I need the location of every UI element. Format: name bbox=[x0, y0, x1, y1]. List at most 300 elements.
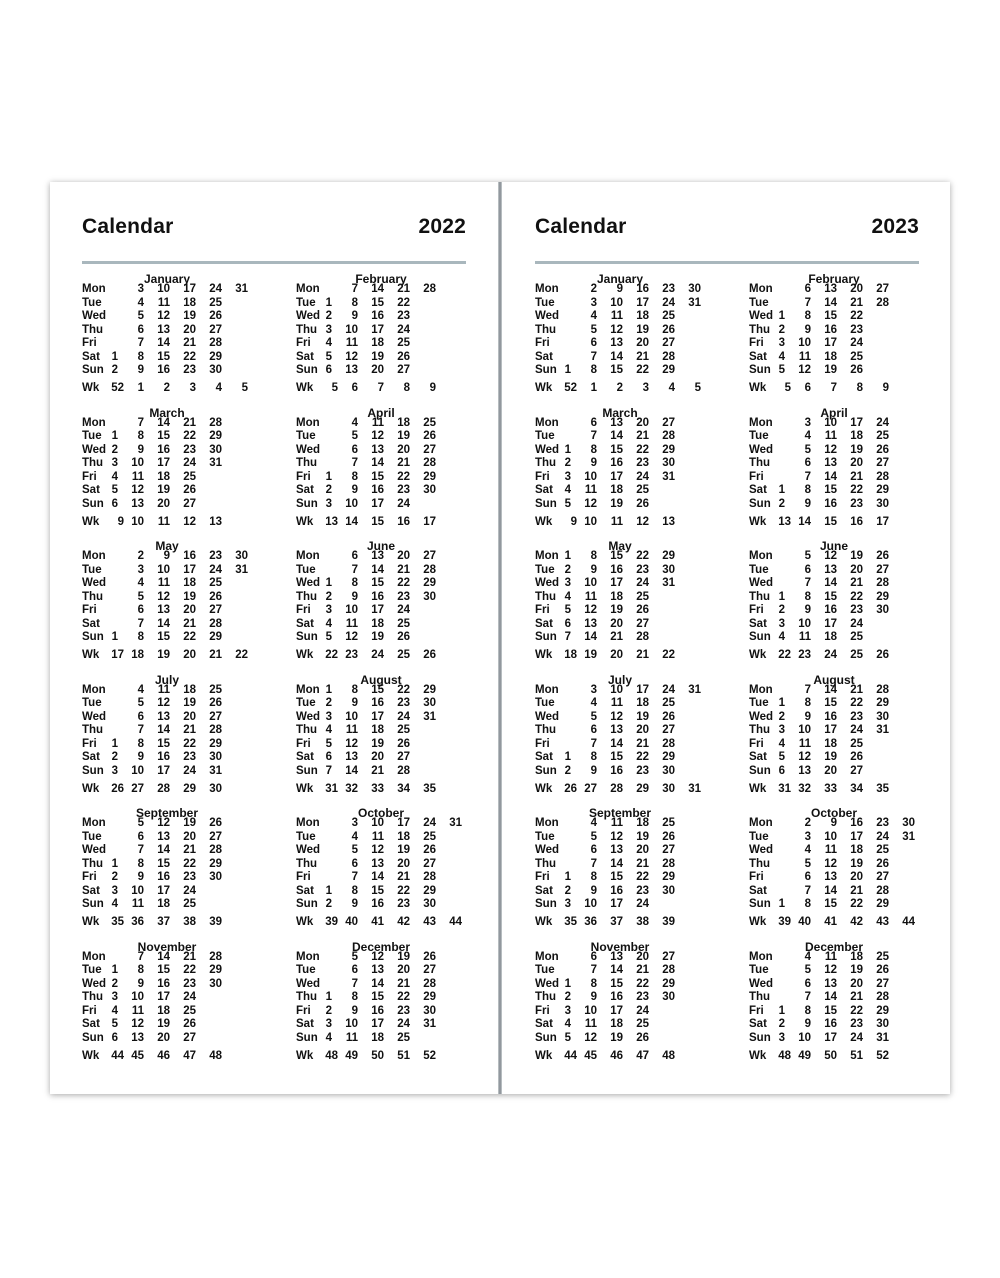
date-cell: 16 bbox=[636, 283, 649, 295]
week-label: Wk bbox=[82, 916, 100, 928]
date-cell: 21 bbox=[636, 857, 649, 870]
week-number-row bbox=[296, 1049, 476, 1063]
date-cell: 28 bbox=[876, 470, 889, 483]
date-cell: 17 bbox=[157, 884, 170, 897]
week-number: 38 bbox=[636, 916, 649, 928]
day-row bbox=[296, 351, 476, 364]
date-cell: 14 bbox=[824, 296, 837, 309]
date-cell: 27 bbox=[662, 337, 675, 349]
week-number-row bbox=[535, 381, 715, 395]
day-row bbox=[749, 631, 929, 644]
day-row bbox=[535, 898, 715, 911]
day-row bbox=[82, 844, 262, 857]
week-number: 11 bbox=[157, 515, 170, 528]
day-row bbox=[82, 885, 262, 898]
date-cell: 15 bbox=[824, 1004, 837, 1017]
date-cell: 14 bbox=[371, 563, 384, 576]
date-cell: 19 bbox=[371, 631, 384, 643]
day-row bbox=[749, 604, 929, 617]
date-cell: 25 bbox=[876, 950, 889, 963]
date-cell: 31 bbox=[235, 563, 248, 576]
date-cell: 7 bbox=[590, 964, 597, 976]
day-label: Mon bbox=[749, 683, 773, 696]
date-cell: 3 bbox=[351, 817, 358, 829]
day-label: Sun bbox=[749, 764, 771, 777]
date-cell: 15 bbox=[157, 430, 170, 442]
date-cell: 25 bbox=[876, 430, 889, 442]
date-cell: 23 bbox=[397, 898, 410, 910]
date-cell: 11 bbox=[798, 631, 811, 643]
day-row bbox=[82, 631, 262, 644]
date-cell: 22 bbox=[850, 484, 863, 496]
date-cell: 16 bbox=[850, 817, 863, 829]
day-label: Sat bbox=[535, 1018, 553, 1030]
day-label: Mon bbox=[82, 817, 106, 829]
week-number: 32 bbox=[798, 782, 811, 795]
week-number-row bbox=[749, 515, 929, 529]
week-number-row bbox=[82, 915, 262, 929]
date-cell: 7 bbox=[804, 577, 811, 589]
month-name: October bbox=[810, 806, 857, 820]
date-cell: 3 bbox=[111, 457, 118, 469]
date-cell: 2 bbox=[137, 550, 144, 562]
date-cell: 7 bbox=[590, 857, 597, 870]
day-row bbox=[82, 858, 262, 871]
date-cell: 9 bbox=[616, 283, 623, 295]
date-cell: 7 bbox=[137, 416, 144, 429]
date-cell: 27 bbox=[209, 604, 222, 616]
day-row bbox=[82, 297, 262, 310]
date-cell: 11 bbox=[824, 950, 837, 963]
date-cell: 13 bbox=[610, 416, 623, 429]
week-number-row bbox=[535, 1049, 715, 1063]
week-number: 35 bbox=[111, 916, 124, 928]
day-row bbox=[749, 844, 929, 857]
date-cell: 21 bbox=[636, 964, 649, 976]
day-row bbox=[535, 364, 715, 377]
day-row bbox=[82, 591, 262, 604]
date-cell: 13 bbox=[610, 724, 623, 736]
date-cell: 21 bbox=[397, 977, 410, 990]
week-number: 10 bbox=[131, 515, 144, 528]
date-cell: 5 bbox=[137, 817, 144, 829]
day-row bbox=[535, 817, 715, 830]
date-cell: 14 bbox=[824, 991, 837, 1003]
date-cell: 15 bbox=[610, 443, 623, 456]
date-cell: 20 bbox=[397, 443, 410, 456]
date-cell: 25 bbox=[662, 310, 675, 322]
date-cell: 28 bbox=[423, 563, 436, 576]
day-label: Sun bbox=[749, 364, 771, 376]
month-name: May bbox=[608, 539, 632, 553]
date-cell: 30 bbox=[209, 977, 222, 990]
date-cell: 28 bbox=[636, 631, 649, 643]
week-number: 23 bbox=[798, 649, 811, 661]
day-row bbox=[82, 471, 262, 484]
date-cell: 25 bbox=[397, 617, 410, 630]
week-number-row bbox=[749, 915, 929, 929]
date-cell: 17 bbox=[371, 1018, 384, 1030]
day-label: Sat bbox=[82, 484, 100, 496]
date-cell: 20 bbox=[636, 416, 649, 429]
date-cell: 19 bbox=[850, 550, 863, 562]
week-number: 26 bbox=[564, 782, 577, 795]
date-cell: 30 bbox=[423, 697, 436, 709]
date-cell: 26 bbox=[850, 364, 863, 376]
week-label: Wk bbox=[535, 916, 553, 928]
month-name: August bbox=[813, 672, 855, 687]
date-cell: 10 bbox=[371, 817, 384, 829]
date-cell: 3 bbox=[137, 283, 144, 295]
date-cell: 16 bbox=[371, 484, 384, 496]
date-cell: 18 bbox=[824, 631, 837, 643]
date-cell: 21 bbox=[850, 884, 863, 897]
day-label: Tue bbox=[296, 296, 316, 309]
date-cell: 29 bbox=[209, 737, 222, 750]
date-cell: 4 bbox=[351, 416, 358, 429]
week-number: 13 bbox=[662, 515, 675, 528]
day-row bbox=[82, 1005, 262, 1018]
week-number: 28 bbox=[157, 782, 170, 795]
week-number-row bbox=[82, 648, 262, 662]
date-cell: 21 bbox=[850, 577, 863, 589]
date-cell: 18 bbox=[824, 737, 837, 750]
date-cell: 16 bbox=[610, 764, 623, 777]
week-label: Wk bbox=[82, 515, 100, 528]
date-cell: 14 bbox=[371, 977, 384, 990]
day-row bbox=[535, 964, 715, 977]
date-cell: 4 bbox=[325, 1031, 332, 1044]
day-row bbox=[749, 871, 929, 884]
date-cell: 31 bbox=[876, 724, 889, 736]
date-cell: 21 bbox=[183, 844, 196, 856]
date-cell: 3 bbox=[111, 764, 118, 777]
week-number: 37 bbox=[157, 916, 170, 928]
date-cell: 16 bbox=[157, 443, 170, 456]
week-number: 3 bbox=[189, 382, 196, 394]
day-label: Wed bbox=[535, 844, 560, 856]
date-cell: 6 bbox=[590, 844, 597, 856]
date-cell: 5 bbox=[325, 737, 332, 750]
month-april bbox=[749, 406, 925, 534]
date-cell: 17 bbox=[371, 323, 384, 336]
week-number: 24 bbox=[824, 649, 837, 661]
date-cell: 6 bbox=[111, 1031, 118, 1044]
day-row bbox=[296, 817, 476, 830]
date-cell: 1 bbox=[325, 884, 332, 897]
date-cell: 18 bbox=[183, 683, 196, 696]
date-cell: 21 bbox=[397, 871, 410, 883]
week-number: 18 bbox=[131, 649, 144, 661]
day-label: Sun bbox=[296, 631, 318, 643]
day-label: Tue bbox=[82, 430, 102, 442]
day-row bbox=[749, 898, 929, 911]
date-cell: 25 bbox=[662, 697, 675, 709]
date-cell: 13 bbox=[345, 364, 358, 376]
day-label: Wed bbox=[749, 577, 774, 589]
date-cell: 4 bbox=[804, 844, 811, 856]
date-cell: 1 bbox=[325, 577, 332, 589]
date-cell: 15 bbox=[157, 631, 170, 643]
date-cell: 31 bbox=[235, 283, 248, 295]
month-name: December bbox=[351, 939, 411, 954]
week-number: 9 bbox=[882, 382, 889, 394]
day-label: Sun bbox=[82, 764, 104, 777]
date-cell: 18 bbox=[850, 950, 863, 963]
week-number: 44 bbox=[564, 1049, 577, 1062]
week-label: Wk bbox=[535, 782, 553, 795]
date-cell: 10 bbox=[345, 604, 358, 616]
day-row bbox=[535, 844, 715, 857]
date-cell: 21 bbox=[850, 470, 863, 483]
day-row bbox=[535, 684, 715, 697]
day-row bbox=[82, 1018, 262, 1031]
day-label: Sat bbox=[749, 884, 767, 897]
day-label: Mon bbox=[749, 550, 773, 562]
date-cell: 12 bbox=[798, 751, 811, 763]
date-cell: 19 bbox=[850, 857, 863, 870]
date-cell: 19 bbox=[183, 697, 196, 709]
day-label: Sun bbox=[535, 631, 557, 643]
day-row bbox=[296, 577, 476, 590]
date-cell: 17 bbox=[610, 898, 623, 910]
date-cell: 18 bbox=[610, 590, 623, 603]
date-cell: 19 bbox=[824, 364, 837, 376]
date-cell: 27 bbox=[183, 497, 196, 510]
date-cell: 4 bbox=[137, 683, 144, 696]
date-cell: 2 bbox=[564, 563, 571, 576]
date-cell: 20 bbox=[824, 764, 837, 777]
date-cell: 9 bbox=[351, 697, 358, 709]
day-label: Thu bbox=[296, 323, 318, 336]
week-number: 26 bbox=[876, 649, 889, 661]
week-label: Wk bbox=[296, 1049, 314, 1062]
day-row bbox=[82, 550, 262, 563]
date-cell: 4 bbox=[351, 830, 358, 843]
day-label: Tue bbox=[535, 697, 555, 709]
date-cell: 31 bbox=[688, 683, 701, 696]
date-cell: 9 bbox=[137, 871, 144, 883]
date-cell: 23 bbox=[636, 991, 649, 1003]
week-number: 33 bbox=[371, 782, 384, 795]
day-row bbox=[749, 711, 929, 724]
day-label: Wed bbox=[82, 443, 107, 456]
week-number: 35 bbox=[876, 782, 889, 795]
date-cell: 24 bbox=[662, 296, 675, 309]
date-cell: 15 bbox=[371, 577, 384, 589]
date-cell: 4 bbox=[137, 296, 144, 309]
day-row bbox=[749, 697, 929, 710]
week-number: 6 bbox=[351, 382, 358, 394]
week-number: 29 bbox=[183, 782, 196, 795]
date-cell: 31 bbox=[688, 296, 701, 309]
date-cell: 23 bbox=[209, 550, 222, 562]
date-cell: 13 bbox=[798, 764, 811, 777]
week-number: 1 bbox=[590, 382, 597, 394]
day-label: Sun bbox=[82, 497, 104, 510]
date-cell: 11 bbox=[610, 817, 623, 829]
day-row bbox=[535, 738, 715, 751]
day-label: Sat bbox=[749, 484, 767, 496]
date-cell: 30 bbox=[662, 991, 675, 1003]
date-cell: 29 bbox=[209, 350, 222, 363]
date-cell: 19 bbox=[397, 950, 410, 963]
day-label: Thu bbox=[749, 457, 771, 469]
date-cell: 5 bbox=[111, 484, 118, 496]
date-cell: 20 bbox=[183, 830, 196, 843]
date-cell: 19 bbox=[610, 1031, 623, 1044]
date-cell: 24 bbox=[183, 457, 196, 469]
day-row bbox=[535, 591, 715, 604]
date-cell: 25 bbox=[850, 631, 863, 643]
day-row bbox=[296, 765, 476, 778]
date-cell: 18 bbox=[157, 470, 170, 483]
date-cell: 22 bbox=[636, 751, 649, 763]
date-cell: 29 bbox=[423, 577, 436, 589]
date-cell: 25 bbox=[397, 337, 410, 349]
date-cell: 19 bbox=[157, 1018, 170, 1030]
day-row bbox=[82, 604, 262, 617]
month-december bbox=[296, 940, 472, 1068]
date-cell: 5 bbox=[778, 364, 785, 376]
date-cell: 5 bbox=[325, 350, 332, 363]
day-label: Sun bbox=[296, 1031, 318, 1044]
date-cell: 24 bbox=[876, 416, 889, 429]
date-cell: 29 bbox=[209, 430, 222, 442]
date-cell: 13 bbox=[157, 710, 170, 723]
date-cell: 4 bbox=[325, 617, 332, 630]
day-row bbox=[296, 831, 476, 844]
week-number: 31 bbox=[325, 782, 338, 795]
date-cell: 4 bbox=[804, 950, 811, 963]
day-row bbox=[749, 738, 929, 751]
date-cell: 28 bbox=[876, 991, 889, 1003]
date-cell: 8 bbox=[590, 977, 597, 990]
day-label: Mon bbox=[82, 283, 106, 295]
month-name: February bbox=[808, 272, 860, 286]
date-cell: 23 bbox=[636, 884, 649, 897]
week-label: Wk bbox=[535, 382, 553, 394]
week-number: 14 bbox=[345, 515, 358, 528]
date-cell: 11 bbox=[610, 310, 623, 322]
date-cell: 19 bbox=[371, 737, 384, 750]
day-label: Thu bbox=[82, 991, 104, 1003]
week-number: 22 bbox=[325, 649, 338, 661]
day-label: Fri bbox=[535, 604, 550, 616]
day-label: Sun bbox=[535, 764, 557, 777]
week-number: 2 bbox=[163, 382, 170, 394]
day-row bbox=[82, 498, 262, 511]
day-row bbox=[749, 724, 929, 737]
date-cell: 30 bbox=[662, 457, 675, 469]
date-cell: 8 bbox=[804, 590, 811, 603]
date-cell: 5 bbox=[137, 590, 144, 603]
day-row bbox=[749, 444, 929, 457]
page-header bbox=[82, 182, 466, 262]
day-row bbox=[296, 1032, 476, 1045]
date-cell: 17 bbox=[183, 283, 196, 295]
week-number-row bbox=[535, 782, 715, 796]
day-row bbox=[749, 885, 929, 898]
date-cell: 27 bbox=[209, 830, 222, 843]
date-cell: 28 bbox=[209, 337, 222, 349]
day-row bbox=[82, 457, 262, 470]
date-cell: 27 bbox=[662, 950, 675, 963]
date-cell: 18 bbox=[824, 350, 837, 363]
month-name: July bbox=[607, 672, 632, 687]
month-name: June bbox=[819, 539, 848, 553]
week-number: 29 bbox=[636, 782, 649, 795]
day-row bbox=[535, 951, 715, 964]
week-number: 36 bbox=[584, 916, 597, 928]
day-row bbox=[296, 631, 476, 644]
date-cell: 14 bbox=[345, 764, 358, 777]
week-number: 3 bbox=[642, 382, 649, 394]
date-cell: 20 bbox=[636, 337, 649, 349]
date-cell: 19 bbox=[371, 350, 384, 363]
day-row bbox=[296, 430, 476, 443]
date-cell: 22 bbox=[850, 898, 863, 910]
week-number: 41 bbox=[824, 916, 837, 928]
date-cell: 26 bbox=[876, 550, 889, 562]
week-number: 7 bbox=[377, 382, 384, 394]
date-cell: 12 bbox=[824, 964, 837, 976]
date-cell: 6 bbox=[804, 283, 811, 295]
day-row bbox=[296, 591, 476, 604]
day-label: Mon bbox=[296, 817, 320, 829]
day-row bbox=[749, 457, 929, 470]
day-row bbox=[535, 711, 715, 724]
date-cell: 5 bbox=[351, 950, 358, 963]
date-cell: 16 bbox=[824, 604, 837, 616]
date-cell: 1 bbox=[564, 550, 571, 562]
day-row bbox=[535, 831, 715, 844]
date-cell: 17 bbox=[157, 991, 170, 1003]
date-cell: 24 bbox=[397, 1018, 410, 1030]
date-cell: 18 bbox=[371, 337, 384, 349]
date-cell: 13 bbox=[824, 977, 837, 990]
date-cell: 26 bbox=[423, 430, 436, 442]
day-label: Thu bbox=[82, 857, 104, 870]
day-label: Wed bbox=[749, 710, 774, 723]
date-cell: 7 bbox=[325, 764, 332, 777]
date-cell: 8 bbox=[590, 364, 597, 376]
date-cell: 10 bbox=[345, 710, 358, 723]
date-cell: 7 bbox=[137, 337, 144, 349]
date-cell: 17 bbox=[157, 457, 170, 469]
day-row bbox=[535, 430, 715, 443]
date-cell: 16 bbox=[824, 710, 837, 723]
date-cell: 27 bbox=[662, 724, 675, 736]
date-cell: 20 bbox=[636, 950, 649, 963]
day-label: Sat bbox=[535, 617, 553, 630]
week-number: 42 bbox=[850, 916, 863, 928]
day-row bbox=[535, 550, 715, 563]
date-cell: 21 bbox=[183, 724, 196, 736]
date-cell: 5 bbox=[564, 604, 571, 616]
day-row bbox=[749, 991, 929, 1004]
month-name: April bbox=[820, 405, 848, 420]
date-cell: 12 bbox=[371, 430, 384, 442]
week-number: 37 bbox=[610, 916, 623, 928]
week-number-row bbox=[749, 381, 929, 395]
date-cell: 27 bbox=[662, 416, 675, 429]
date-cell: 2 bbox=[325, 898, 332, 910]
date-cell: 26 bbox=[183, 1018, 196, 1030]
date-cell: 10 bbox=[131, 884, 144, 897]
date-cell: 12 bbox=[371, 950, 384, 963]
date-cell: 22 bbox=[850, 590, 863, 603]
